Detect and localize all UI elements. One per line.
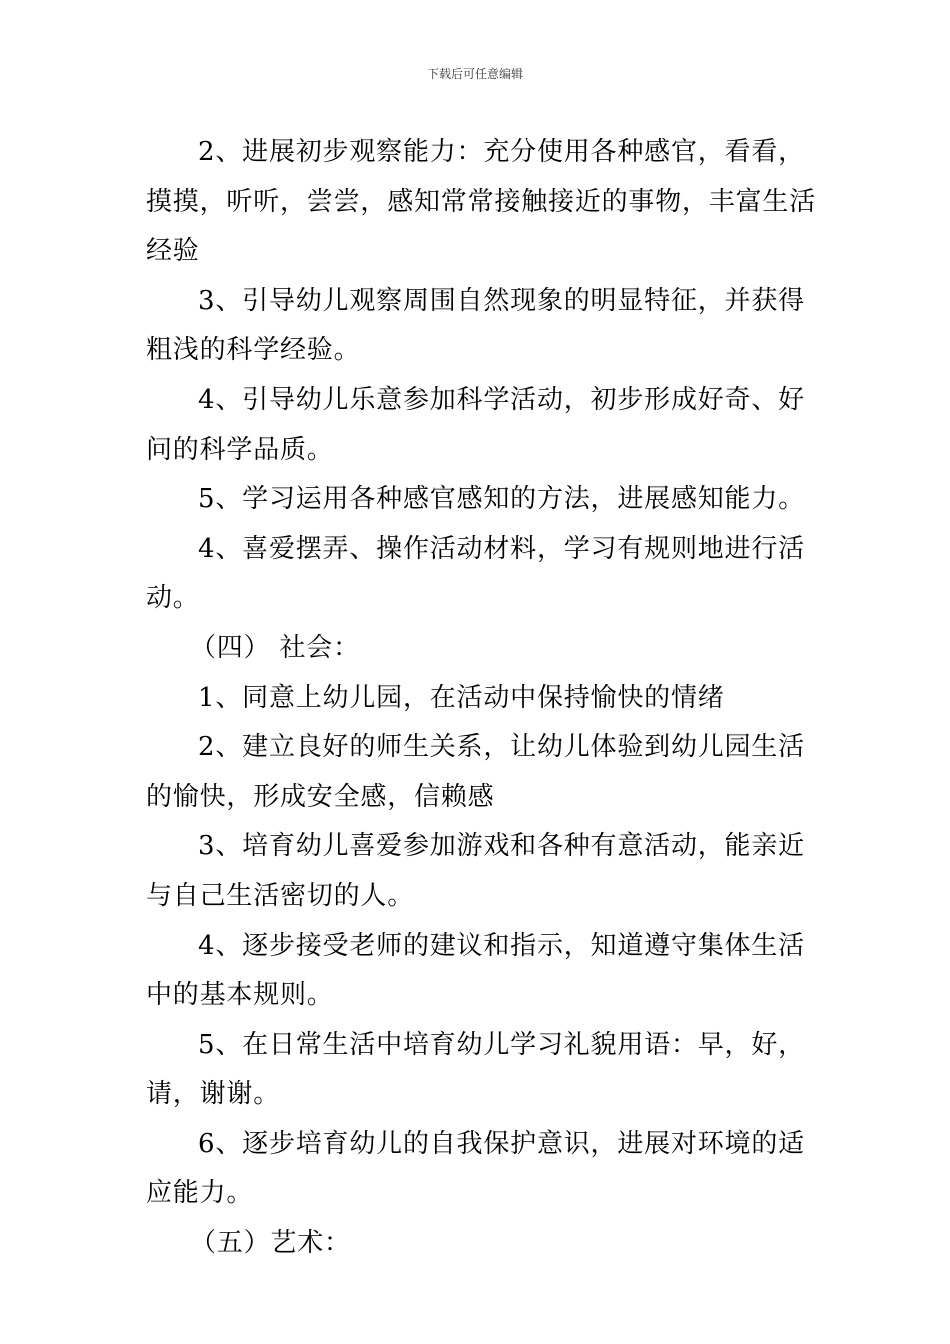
paragraph: 4、喜爱摆弄、操作活动材料，学习有规则地进行活动。 <box>146 533 805 614</box>
paragraph: 3、培育幼儿喜爱参加游戏和各种有意活动，能亲近与自己生活密切的人。 <box>146 831 805 911</box>
paragraph: 4、逐步接受老师的建议和指示，知道遵守集体生活中的基本规则。 <box>146 930 805 1011</box>
paragraph: 5、在日常生活中培育幼儿学习礼貌用语：早，好，请，谢谢。 <box>146 1029 805 1110</box>
paragraph: 6、逐步培育幼儿的自我保护意识，进展对环境的适应能力。 <box>146 1128 805 1209</box>
paragraph: 5、学习运用各种感官感知的方法，进展感知能力。 <box>198 484 805 515</box>
paragraph: 2、进展初步观察能力：充分使用各种感官，看看，摸摸，听听，尝尝，感知常常接触接近的事物，丰富生活经验 <box>146 137 817 267</box>
section-heading-art: （五）艺术： <box>190 1228 351 1259</box>
section-heading-social: （四） 社会： <box>190 632 360 663</box>
paragraph: 1、同意上幼儿园，在活动中保持愉快的情绪 <box>198 682 725 713</box>
page-header: 下载后可任意编辑 <box>426 67 523 81</box>
document-body <box>146 128 818 1269</box>
paragraph: 4、引导幼儿乐意参加科学活动，初步形成好奇、好问的科学品质。 <box>146 384 805 465</box>
paragraph: 2、建立良好的师生关系，让幼儿体验到幼儿园生活的愉快，形成安全感，信赖感 <box>146 732 805 812</box>
paragraph: 3、引导幼儿观察周围自然现象的明显特征，并获得粗浅的科学经验。 <box>146 285 805 366</box>
